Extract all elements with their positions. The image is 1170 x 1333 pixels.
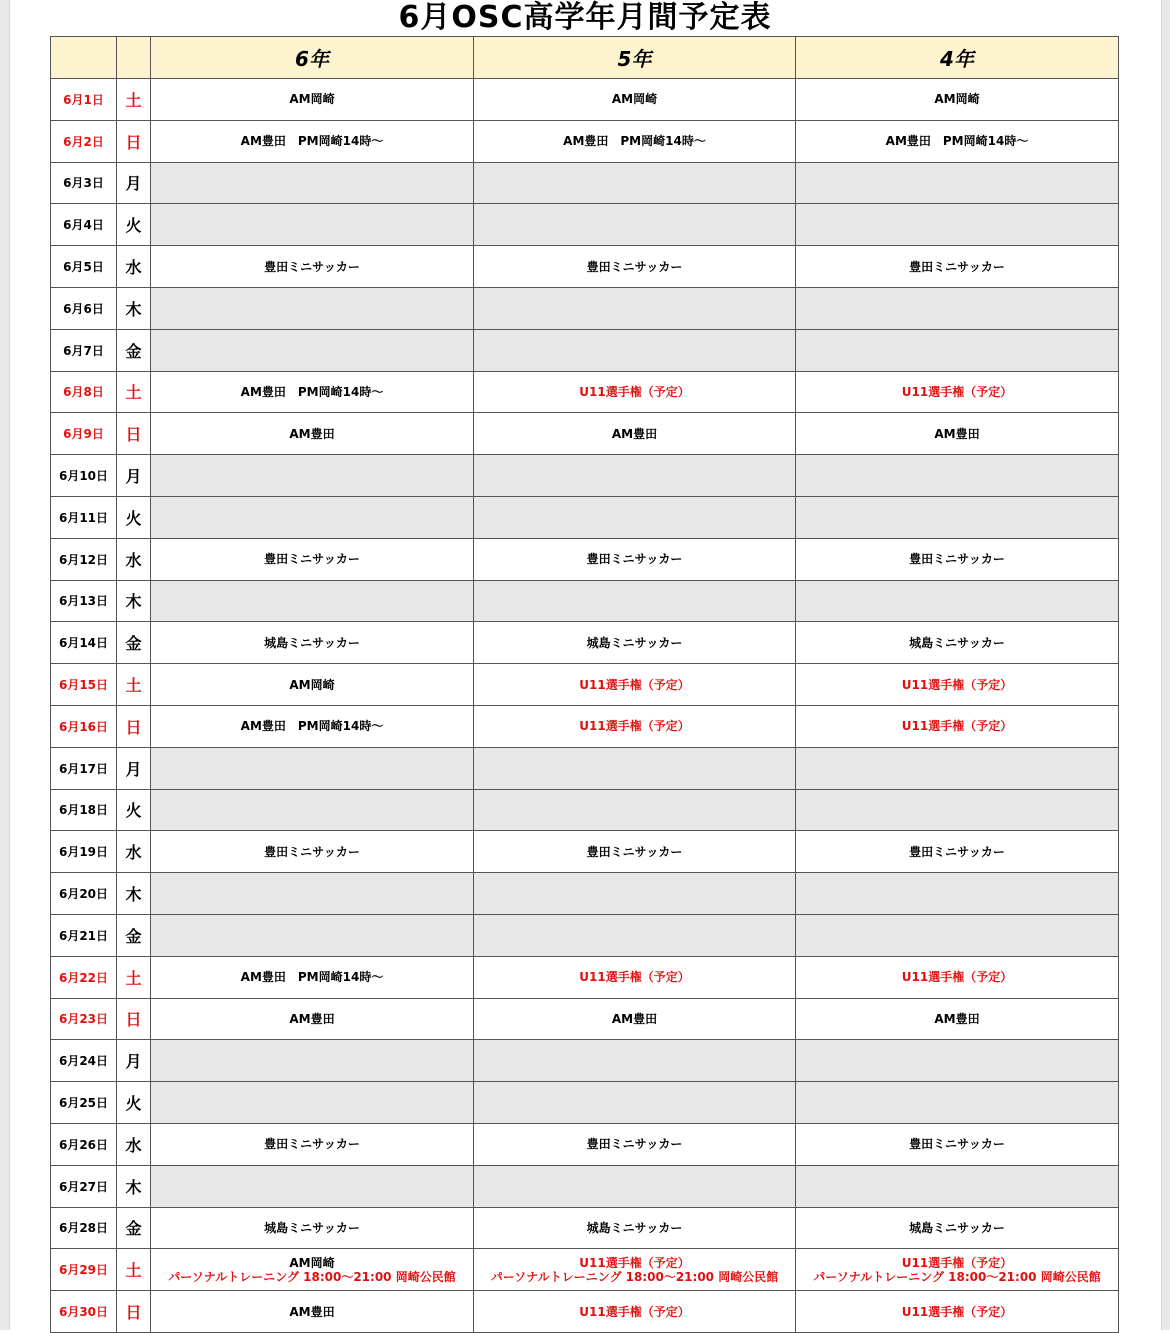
event-text: 豊田ミニサッカー bbox=[909, 1137, 1005, 1152]
table-row bbox=[51, 1165, 1119, 1207]
schedule-cell-grade-4 bbox=[796, 914, 1119, 956]
schedule-cell-grade-5 bbox=[474, 287, 796, 329]
schedule-cell-grade-6 bbox=[151, 580, 474, 622]
schedule-cell-grade-4 bbox=[796, 1165, 1119, 1207]
date-cell: 6月18日 bbox=[51, 789, 117, 831]
schedule-table bbox=[50, 36, 1119, 1333]
schedule-cell-grade-6 bbox=[151, 79, 474, 121]
schedule-cell-grade-5 bbox=[474, 413, 796, 455]
event-text: U11選手権（予定） bbox=[901, 1304, 1013, 1319]
date-cell: 6月11日 bbox=[51, 496, 117, 538]
table-row bbox=[51, 998, 1119, 1040]
schedule-cell-grade-6 bbox=[151, 956, 474, 998]
schedule-cell-grade-5 bbox=[474, 1291, 796, 1333]
schedule-cell-grade-5 bbox=[474, 705, 796, 747]
table-row bbox=[51, 664, 1119, 706]
event-text: 城島ミニサッカー bbox=[909, 1220, 1005, 1235]
schedule-cell-grade-4 bbox=[796, 162, 1119, 204]
event-subtext: パーソナルトレーニング 18:00～21:00 岡崎公民館 bbox=[168, 1269, 456, 1284]
day-of-week-cell: 水 bbox=[117, 538, 151, 580]
header-grade-4: 4年 bbox=[796, 37, 1119, 79]
table-row bbox=[51, 246, 1119, 288]
schedule-cell-grade-6 bbox=[151, 287, 474, 329]
event-text: 城島ミニサッカー bbox=[264, 1220, 360, 1235]
date-cell: 6月17日 bbox=[51, 747, 117, 789]
date-cell: 6月23日 bbox=[51, 998, 117, 1040]
schedule-cell-grade-6 bbox=[151, 998, 474, 1040]
schedule-cell-grade-5 bbox=[474, 1082, 796, 1124]
schedule-cell-grade-6 bbox=[151, 371, 474, 413]
table-row bbox=[51, 1082, 1119, 1124]
table-row bbox=[51, 455, 1119, 497]
date-cell: 6月13日 bbox=[51, 580, 117, 622]
event-text: 豊田ミニサッカー bbox=[909, 844, 1005, 859]
document-title: 6月OSC高学年月間予定表 bbox=[398, 0, 772, 35]
day-of-week-cell: 土 bbox=[117, 79, 151, 121]
schedule-cell-grade-4 bbox=[796, 204, 1119, 246]
schedule-cell-grade-4 bbox=[796, 956, 1119, 998]
event-text: 城島ミニサッカー bbox=[586, 1220, 683, 1235]
schedule-cell-grade-5 bbox=[474, 831, 796, 873]
schedule-cell-grade-5 bbox=[474, 496, 796, 538]
schedule-cell-grade-4 bbox=[796, 705, 1119, 747]
table-row bbox=[51, 1040, 1119, 1082]
table-row bbox=[51, 204, 1119, 246]
header-date bbox=[51, 37, 117, 79]
page-edge-left bbox=[0, 0, 10, 1330]
schedule-cell-grade-4 bbox=[796, 1082, 1119, 1124]
event-text: AM豊田 bbox=[611, 1011, 658, 1026]
day-of-week-cell: 金 bbox=[117, 1207, 151, 1249]
table-row bbox=[51, 580, 1119, 622]
event-text: AM豊田 PM岡崎14時～ bbox=[240, 970, 384, 985]
table-row bbox=[51, 873, 1119, 915]
table-row bbox=[51, 622, 1119, 664]
schedule-cell-grade-4 bbox=[796, 1291, 1119, 1333]
schedule-cell-grade-6 bbox=[151, 496, 474, 538]
day-of-week-cell: 日 bbox=[117, 413, 151, 455]
event-text: 城島ミニサッカー bbox=[264, 635, 360, 650]
schedule-cell-grade-6 bbox=[151, 1040, 474, 1082]
event-text: AM豊田 bbox=[289, 1011, 335, 1026]
event-text: U11選手権（予定） bbox=[579, 719, 690, 734]
schedule-cell-grade-6 bbox=[151, 1082, 474, 1124]
table-row bbox=[51, 1123, 1119, 1165]
schedule-cell-grade-4 bbox=[796, 580, 1119, 622]
day-of-week-cell: 火 bbox=[117, 204, 151, 246]
table-row bbox=[51, 287, 1119, 329]
date-cell: 6月12日 bbox=[51, 538, 117, 580]
date-cell: 6月25日 bbox=[51, 1082, 117, 1124]
date-cell: 6月7日 bbox=[51, 329, 117, 371]
schedule-cell-grade-6 bbox=[151, 1291, 474, 1333]
schedule-cell-grade-6 bbox=[151, 120, 474, 162]
event-text: AM岡崎 bbox=[289, 92, 335, 107]
schedule-cell-grade-4 bbox=[796, 246, 1119, 288]
table-row bbox=[51, 914, 1119, 956]
day-of-week-cell: 木 bbox=[117, 1165, 151, 1207]
event-text: 豊田ミニサッカー bbox=[264, 1137, 360, 1152]
table-row bbox=[51, 956, 1119, 998]
event-text: AM岡崎 bbox=[934, 92, 980, 107]
date-cell: 6月3日 bbox=[51, 162, 117, 204]
schedule-cell-grade-4 bbox=[796, 1207, 1119, 1249]
day-of-week-cell: 木 bbox=[117, 287, 151, 329]
schedule-cell-grade-4 bbox=[796, 413, 1119, 455]
date-cell: 6月15日 bbox=[51, 664, 117, 706]
schedule-cell-grade-6 bbox=[151, 622, 474, 664]
schedule-cell-grade-4 bbox=[796, 538, 1119, 580]
date-cell: 6月6日 bbox=[51, 287, 117, 329]
page-edge-right bbox=[1161, 0, 1170, 1330]
table-row bbox=[51, 162, 1119, 204]
schedule-cell-grade-4 bbox=[796, 455, 1119, 497]
schedule-cell-grade-6 bbox=[151, 1165, 474, 1207]
schedule-cell-grade-6 bbox=[151, 747, 474, 789]
event-text: 豊田ミニサッカー bbox=[586, 1137, 683, 1152]
event-text: U11選手権（予定） bbox=[901, 1255, 1013, 1270]
event-text: AM豊田 bbox=[289, 1304, 335, 1319]
date-cell: 6月5日 bbox=[51, 246, 117, 288]
schedule-cell-grade-5 bbox=[474, 538, 796, 580]
schedule-cell-grade-4 bbox=[796, 622, 1119, 664]
event-text: AM岡崎 bbox=[289, 677, 335, 692]
date-cell: 6月16日 bbox=[51, 705, 117, 747]
event-text: U11選手権（予定） bbox=[579, 1255, 690, 1270]
day-of-week-cell: 金 bbox=[117, 329, 151, 371]
day-of-week-cell: 月 bbox=[117, 455, 151, 497]
schedule-cell-grade-5 bbox=[474, 789, 796, 831]
event-text: U11選手権（予定） bbox=[901, 384, 1013, 399]
schedule-cell-grade-4 bbox=[796, 371, 1119, 413]
date-cell: 6月20日 bbox=[51, 873, 117, 915]
date-cell: 6月4日 bbox=[51, 204, 117, 246]
schedule-cell-grade-5 bbox=[474, 873, 796, 915]
date-cell: 6月21日 bbox=[51, 914, 117, 956]
schedule-cell-grade-4 bbox=[796, 789, 1119, 831]
schedule-cell-grade-4 bbox=[796, 329, 1119, 371]
event-text: U11選手権（予定） bbox=[901, 970, 1013, 985]
date-cell: 6月2日 bbox=[51, 120, 117, 162]
day-of-week-cell: 日 bbox=[117, 120, 151, 162]
header-grade-6: 6年 bbox=[151, 37, 474, 79]
schedule-cell-grade-4 bbox=[796, 287, 1119, 329]
schedule-body bbox=[51, 79, 1119, 1333]
schedule-cell-grade-5 bbox=[474, 1165, 796, 1207]
schedule-cell-grade-5 bbox=[474, 204, 796, 246]
schedule-cell-grade-6 bbox=[151, 1249, 474, 1291]
event-text: 豊田ミニサッカー bbox=[586, 844, 683, 859]
event-text: U11選手権（予定） bbox=[579, 970, 690, 985]
schedule-cell-grade-6 bbox=[151, 1207, 474, 1249]
schedule-cell-grade-4 bbox=[796, 1249, 1119, 1291]
schedule-cell-grade-5 bbox=[474, 622, 796, 664]
event-text: 豊田ミニサッカー bbox=[909, 552, 1005, 567]
schedule-cell-grade-5 bbox=[474, 914, 796, 956]
date-cell: 6月27日 bbox=[51, 1165, 117, 1207]
schedule-cell-grade-4 bbox=[796, 664, 1119, 706]
schedule-cell-grade-6 bbox=[151, 246, 474, 288]
schedule-cell-grade-6 bbox=[151, 873, 474, 915]
schedule-cell-grade-6 bbox=[151, 705, 474, 747]
event-text: 豊田ミニサッカー bbox=[264, 259, 360, 274]
table-row bbox=[51, 747, 1119, 789]
day-of-week-cell: 日 bbox=[117, 998, 151, 1040]
event-text: 豊田ミニサッカー bbox=[586, 259, 683, 274]
event-text: U11選手権（予定） bbox=[579, 384, 690, 399]
event-text: AM岡崎 bbox=[611, 92, 658, 107]
schedule-cell-grade-5 bbox=[474, 1040, 796, 1082]
day-of-week-cell: 日 bbox=[117, 1291, 151, 1333]
event-text: AM豊田 PM岡崎14時～ bbox=[240, 134, 384, 149]
event-text: U11選手権（予定） bbox=[579, 1304, 690, 1319]
date-cell: 6月19日 bbox=[51, 831, 117, 873]
schedule-cell-grade-6 bbox=[151, 664, 474, 706]
header-dow bbox=[117, 37, 151, 79]
date-cell: 6月30日 bbox=[51, 1291, 117, 1333]
table-row bbox=[51, 705, 1119, 747]
date-cell: 6月14日 bbox=[51, 622, 117, 664]
day-of-week-cell: 土 bbox=[117, 956, 151, 998]
event-text: U11選手権（予定） bbox=[901, 719, 1013, 734]
schedule-cell-grade-5 bbox=[474, 1123, 796, 1165]
schedule-cell-grade-5 bbox=[474, 1249, 796, 1291]
event-text: U11選手権（予定） bbox=[579, 677, 690, 692]
day-of-week-cell: 日 bbox=[117, 705, 151, 747]
schedule-cell-grade-6 bbox=[151, 914, 474, 956]
day-of-week-cell: 木 bbox=[117, 873, 151, 915]
table-row bbox=[51, 538, 1119, 580]
schedule-cell-grade-4 bbox=[796, 1040, 1119, 1082]
date-cell: 6月28日 bbox=[51, 1207, 117, 1249]
header-row bbox=[51, 37, 1119, 79]
schedule-cell-grade-4 bbox=[796, 79, 1119, 121]
event-text: AM豊田 bbox=[934, 426, 980, 441]
date-cell: 6月22日 bbox=[51, 956, 117, 998]
schedule-cell-grade-5 bbox=[474, 162, 796, 204]
schedule-cell-grade-5 bbox=[474, 956, 796, 998]
day-of-week-cell: 火 bbox=[117, 789, 151, 831]
table-row bbox=[51, 371, 1119, 413]
schedule-cell-grade-4 bbox=[796, 873, 1119, 915]
day-of-week-cell: 月 bbox=[117, 747, 151, 789]
date-cell: 6月24日 bbox=[51, 1040, 117, 1082]
event-text: 豊田ミニサッカー bbox=[264, 844, 360, 859]
day-of-week-cell: 水 bbox=[117, 246, 151, 288]
event-subtext: パーソナルトレーニング 18:00～21:00 岡崎公民館 bbox=[813, 1269, 1101, 1284]
event-text: 豊田ミニサッカー bbox=[586, 552, 683, 567]
schedule-cell-grade-5 bbox=[474, 998, 796, 1040]
day-of-week-cell: 木 bbox=[117, 580, 151, 622]
day-of-week-cell: 水 bbox=[117, 1123, 151, 1165]
table-row bbox=[51, 789, 1119, 831]
schedule-cell-grade-5 bbox=[474, 664, 796, 706]
schedule-cell-grade-6 bbox=[151, 789, 474, 831]
table-row bbox=[51, 1207, 1119, 1249]
schedule-cell-grade-6 bbox=[151, 831, 474, 873]
event-text: 豊田ミニサッカー bbox=[264, 552, 360, 567]
day-of-week-cell: 月 bbox=[117, 1040, 151, 1082]
schedule-cell-grade-4 bbox=[796, 998, 1119, 1040]
schedule-cell-grade-5 bbox=[474, 120, 796, 162]
schedule-cell-grade-4 bbox=[796, 747, 1119, 789]
event-text: U11選手権（予定） bbox=[901, 677, 1013, 692]
table-row bbox=[51, 120, 1119, 162]
event-text: AM豊田 PM岡崎14時～ bbox=[240, 384, 384, 399]
schedule-cell-grade-4 bbox=[796, 831, 1119, 873]
schedule-cell-grade-5 bbox=[474, 246, 796, 288]
date-cell: 6月10日 bbox=[51, 455, 117, 497]
event-text: AM豊田 PM岡崎14時～ bbox=[885, 134, 1029, 149]
day-of-week-cell: 金 bbox=[117, 914, 151, 956]
header-grade-5: 5年 bbox=[474, 37, 796, 79]
date-cell: 6月8日 bbox=[51, 371, 117, 413]
schedule-cell-grade-4 bbox=[796, 120, 1119, 162]
schedule-cell-grade-4 bbox=[796, 496, 1119, 538]
table-row bbox=[51, 831, 1119, 873]
schedule-cell-grade-5 bbox=[474, 1207, 796, 1249]
event-text: AM豊田 bbox=[611, 426, 658, 441]
table-row bbox=[51, 1249, 1119, 1291]
event-text: AM豊田 PM岡崎14時～ bbox=[563, 134, 706, 149]
schedule-cell-grade-6 bbox=[151, 538, 474, 580]
date-cell: 6月1日 bbox=[51, 79, 117, 121]
event-text: AM豊田 bbox=[934, 1011, 980, 1026]
table-row bbox=[51, 496, 1119, 538]
event-text: 城島ミニサッカー bbox=[586, 635, 683, 650]
schedule-cell-grade-5 bbox=[474, 371, 796, 413]
schedule-cell-grade-6 bbox=[151, 162, 474, 204]
day-of-week-cell: 土 bbox=[117, 371, 151, 413]
event-text: AM豊田 PM岡崎14時～ bbox=[240, 719, 384, 734]
schedule-cell-grade-6 bbox=[151, 329, 474, 371]
schedule-cell-grade-5 bbox=[474, 747, 796, 789]
day-of-week-cell: 火 bbox=[117, 1082, 151, 1124]
date-cell: 6月9日 bbox=[51, 413, 117, 455]
event-text: AM岡崎 bbox=[289, 1255, 335, 1270]
day-of-week-cell: 土 bbox=[117, 1249, 151, 1291]
schedule-cell-grade-6 bbox=[151, 455, 474, 497]
table-row bbox=[51, 413, 1119, 455]
event-text: AM豊田 bbox=[289, 426, 335, 441]
day-of-week-cell: 火 bbox=[117, 496, 151, 538]
event-subtext: パーソナルトレーニング 18:00～21:00 岡崎公民館 bbox=[490, 1269, 779, 1284]
schedule-cell-grade-5 bbox=[474, 455, 796, 497]
day-of-week-cell: 土 bbox=[117, 664, 151, 706]
table-row bbox=[51, 79, 1119, 121]
schedule-cell-grade-4 bbox=[796, 1123, 1119, 1165]
schedule-cell-grade-5 bbox=[474, 329, 796, 371]
schedule-cell-grade-6 bbox=[151, 413, 474, 455]
schedule-cell-grade-6 bbox=[151, 1123, 474, 1165]
day-of-week-cell: 水 bbox=[117, 831, 151, 873]
event-text: 城島ミニサッカー bbox=[909, 635, 1005, 650]
schedule-cell-grade-5 bbox=[474, 580, 796, 622]
table-row bbox=[51, 329, 1119, 371]
date-cell: 6月29日 bbox=[51, 1249, 117, 1291]
date-cell: 6月26日 bbox=[51, 1123, 117, 1165]
day-of-week-cell: 月 bbox=[117, 162, 151, 204]
table-row bbox=[51, 1291, 1119, 1333]
schedule-cell-grade-6 bbox=[151, 204, 474, 246]
schedule-cell-grade-5 bbox=[474, 79, 796, 121]
day-of-week-cell: 金 bbox=[117, 622, 151, 664]
event-text: 豊田ミニサッカー bbox=[909, 259, 1005, 274]
